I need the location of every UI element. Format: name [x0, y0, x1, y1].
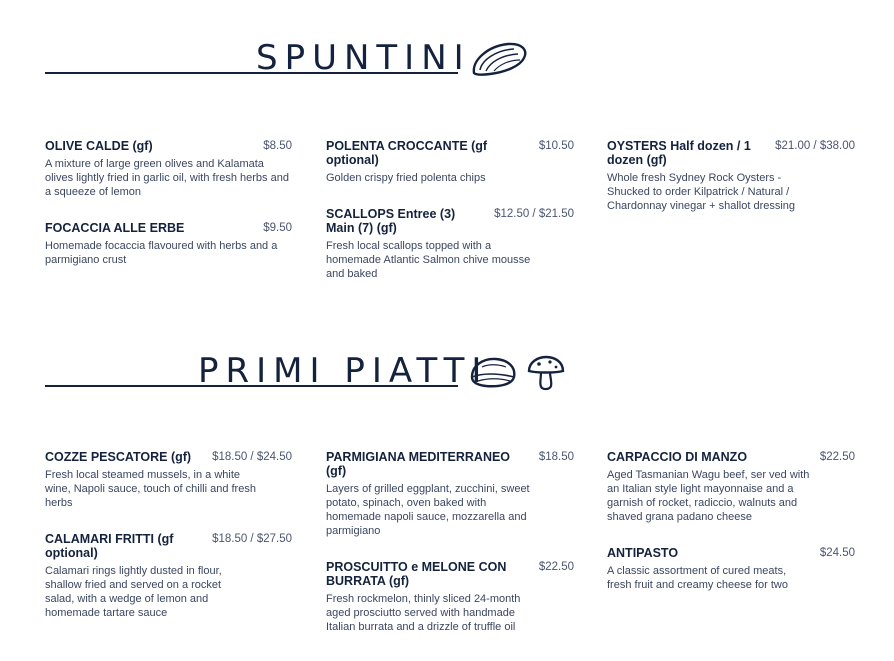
item-description: Layers of grilled eggplant, zucchini, sweet potato, spinach, oven baked with homemade napoli sauce, mozzarella and parmigiano — [326, 483, 530, 537]
item-price: $12.50 / $21.50 — [494, 208, 574, 220]
item-price: $18.50 — [538, 451, 574, 463]
item-price: $18.50 / $27.50 — [212, 533, 292, 545]
item-price: $21.00 / $38.00 — [775, 140, 855, 152]
item-description: Fresh rockmelon, thinly sliced 24-month aged prosciutto served with handmade Italian burrata and a drizzle of truffle oil — [326, 593, 521, 633]
item-name: CALAMARI FRITTI (gf optional) — [45, 532, 174, 560]
item-description: A classic assortment of cured meats, fresh fruit and creamy cheese for two — [607, 565, 788, 591]
menu-item — [326, 207, 574, 281]
menu-item — [45, 221, 292, 267]
menu-item — [607, 546, 855, 592]
item-description: Aged Tasmanian Wagu beef, ser ved with an Italian style light mayonnaise and a garnish of rocket, radiccio, walnuts and shaved grana padano cheese — [607, 469, 810, 523]
item-name: PROSCUITTO e MELONE CON BURRATA (gf) — [326, 560, 507, 588]
item-price: $22.50 — [538, 561, 574, 573]
item-name: ANTIPASTO — [607, 546, 679, 560]
item-name: OYSTERS Half dozen / 1 dozen (gf) — [607, 139, 751, 167]
item-description: Calamari rings lightly dusted in flour, shallow fried and served on a rocket salad, with a wedge of lemon and homemade tartare sauce — [45, 565, 222, 619]
item-name: FOCACCIA ALLE ERBE — [45, 221, 185, 235]
item-name: COZZE PESCATORE (gf) — [45, 450, 192, 464]
item-price: $10.50 — [538, 140, 574, 152]
item-description: Fresh local scallops topped with a homemade Atlantic Salmon chive mousse and baked — [326, 240, 531, 280]
item-description: Golden crispy fried polenta chips — [326, 172, 486, 184]
clam-icon — [468, 355, 520, 389]
item-price: $22.50 — [819, 451, 855, 463]
item-description: A mixture of large green olives and Kalamata olives lightly fried in garlic oil, with fresh herbs and a squeeze of lemon — [45, 158, 289, 198]
menu-item — [326, 139, 574, 185]
item-price: $8.50 — [263, 140, 292, 152]
item-name: CARPACCIO DI MANZO — [607, 450, 748, 464]
item-name: SCALLOPS Entree (3) Main (7) (gf) — [326, 207, 456, 235]
item-name: POLENTA CROCCANTE (gf optional) — [326, 139, 488, 167]
menu-item — [326, 560, 574, 634]
menu-item — [45, 450, 292, 510]
menu-item — [326, 450, 574, 538]
item-price: $9.50 — [263, 222, 292, 234]
section-title-spuntini: SPUNTINI — [256, 38, 471, 78]
menu-item — [607, 450, 855, 524]
item-description: Fresh local steamed mussels, in a white wine, Napoli sauce, touch of chilli and fresh herbs — [45, 469, 256, 509]
item-description: Whole fresh Sydney Rock Oysters - Shucked to order Kilpatrick / Natural / Chardonnay vinegar + shallot dressing — [607, 172, 796, 212]
menu-item — [45, 139, 292, 199]
item-name: PARMIGIANA MEDITERRANEO (gf) — [326, 450, 511, 478]
oyster-icon — [470, 40, 530, 78]
menu-item — [607, 139, 855, 213]
menu-item — [45, 532, 292, 620]
item-description: Homemade focaccia flavoured with herbs and a parmigiano crust — [45, 240, 278, 266]
item-price: $24.50 — [819, 547, 855, 559]
mushroom-icon — [526, 355, 566, 391]
section-title-primi-piatti: PRIMI PIATTI — [198, 351, 489, 391]
item-price: $18.50 / $24.50 — [212, 451, 292, 463]
item-name: OLIVE CALDE (gf) — [45, 139, 153, 153]
